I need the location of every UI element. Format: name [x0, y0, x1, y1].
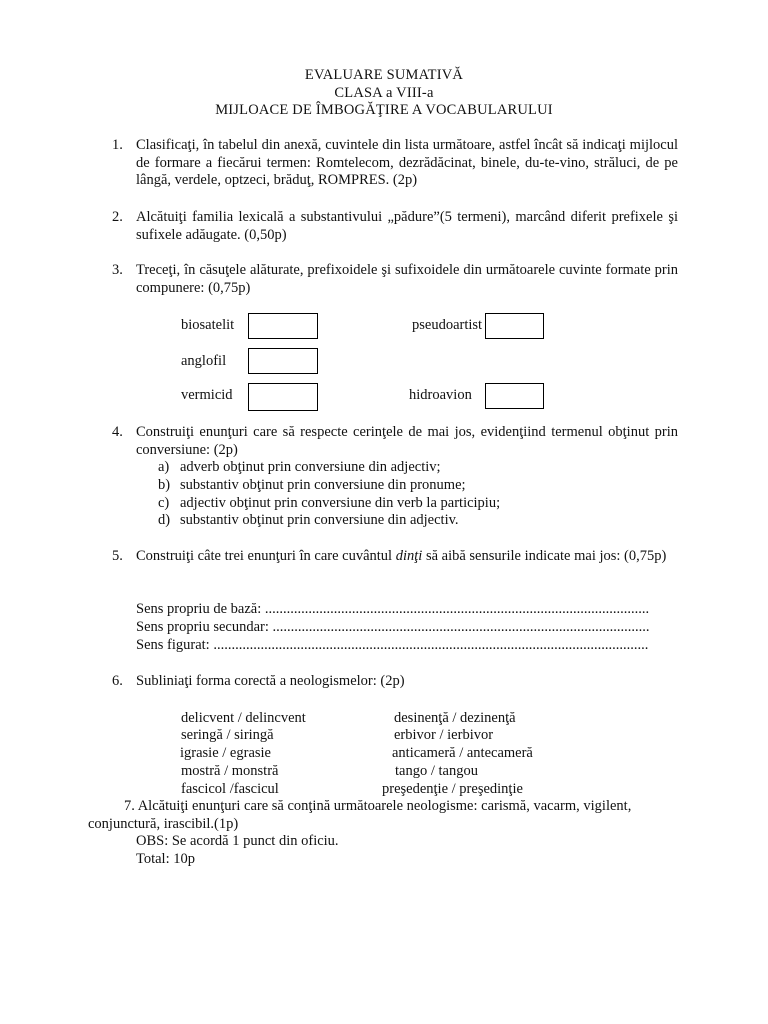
neologism-pair[interactable]: fascicol /fascicul	[181, 781, 279, 797]
sense-secondary-line[interactable]: Sens propriu secundar: ........................................................................................................	[136, 619, 650, 635]
question-3-text: Treceţi, în căsuţele alăturate, prefixoidele şi sufixoidele din următoarele cuvinte formate prin compunere: (0,75p)	[136, 262, 678, 296]
question-4-item-c	[158, 495, 500, 513]
question-5-text-end: să aibă sensurile indicate mai jos: (0,75p)	[422, 548, 667, 564]
neologism-pair[interactable]: delicvent / delincvent	[181, 710, 306, 726]
title-topic: MIJLOACE DE ÎMBOGĂŢIRE A VOCABULARULUI	[215, 102, 553, 118]
item-letter: c)	[158, 495, 170, 511]
question-2-text: Alcătuiţi familia lexicală a substantivului „pădure”(5 termeni), marcând diferit prefixele şi sufixele adăugate. (0,50p)	[136, 209, 678, 243]
question-5-number: 5.	[112, 548, 123, 564]
item-text: adjectiv obţinut prin conversiune din verb la participiu;	[180, 495, 501, 511]
item-letter: d)	[158, 512, 171, 528]
word-anglofil: anglofil	[181, 353, 227, 369]
word-pseudoartist: pseudoartist	[412, 317, 483, 333]
item-text: adverb obţinut prin conversiune din adjectiv;	[180, 459, 441, 475]
title-class: CLASA a VIII-a	[334, 85, 434, 101]
question-1-number: 1.	[112, 137, 123, 153]
neologism-pair[interactable]: mostră / monstră	[181, 763, 279, 779]
question-6	[112, 673, 678, 691]
question-1-text: Clasificaţi, în tabelul din anexă, cuvintele din lista următoare, astfel încât să indicaţi mijlocul de formare a fiecărui termen: Romtelecom, dezrădăcinat, binele, du-te-vino, străluci, de pe lângă, verdele, optzeci, brăduţ, ROMPRES. (2p)	[136, 137, 678, 188]
answer-box-biosatelit[interactable]	[248, 313, 318, 339]
sense-basic-line[interactable]: Sens propriu de bază: ..........................................................................................................	[136, 601, 650, 617]
question-7-line-2: conjunctură, irascibil.(1p)	[88, 816, 239, 832]
question-4-text: Construiţi enunţuri care să respecte cerinţele de mai jos, evidenţiind termenul obţinut prin conversiune: (2p)	[136, 424, 678, 458]
keyword-dinti: dinţi	[395, 548, 423, 564]
neologism-pair[interactable]: erbivor / ierbivor	[394, 727, 494, 743]
question-2-number: 2.	[112, 209, 123, 225]
question-3	[112, 262, 678, 297]
question-4	[112, 424, 678, 459]
neologism-pair[interactable]: desinenţă / dezinenţă	[394, 710, 516, 726]
question-4-item-d	[158, 512, 459, 530]
question-2	[112, 209, 678, 244]
question-5-text	[136, 548, 678, 566]
question-4-item-b	[158, 477, 466, 495]
sense-figurative-line[interactable]: Sens figurat: ........................................................................................................................	[136, 637, 649, 653]
question-1	[112, 137, 678, 190]
item-letter: b)	[158, 477, 171, 493]
answer-box-pseudoartist[interactable]	[485, 313, 544, 339]
neologism-pair[interactable]: seringă / siringă	[181, 727, 274, 743]
neologism-pair[interactable]: tango / tangou	[395, 763, 478, 779]
question-6-text: Subliniaţi forma corectă a neologismelor: (2p)	[136, 673, 405, 689]
title-evaluation: EVALUARE SUMATIVĂ	[304, 67, 464, 83]
item-letter: a)	[158, 459, 170, 475]
word-biosatelit: biosatelit	[181, 317, 235, 333]
question-5-text-start: Construiţi câte trei enunţuri în care cuvântul	[136, 548, 396, 564]
question-6-number: 6.	[112, 673, 123, 689]
question-4-item-a	[158, 459, 441, 477]
answer-box-vermicid[interactable]	[248, 383, 318, 411]
obs-note: OBS: Se acordă 1 punct din oficiu.	[136, 833, 339, 849]
question-4-number: 4.	[112, 424, 123, 440]
neologism-pair[interactable]: igrasie / egrasie	[180, 745, 271, 761]
word-hidroavion: hidroavion	[409, 387, 472, 403]
answer-box-hidroavion[interactable]	[485, 383, 544, 409]
item-text: substantiv obţinut prin conversiune din adjectiv.	[180, 512, 459, 528]
question-3-number: 3.	[112, 262, 123, 278]
question-5	[112, 548, 678, 566]
neologism-pair[interactable]: anticameră / antecameră	[392, 745, 533, 761]
item-text: substantiv obţinut prin conversiune din pronume;	[180, 477, 466, 493]
word-vermicid: vermicid	[181, 387, 233, 403]
answer-box-anglofil[interactable]	[248, 348, 318, 374]
question-7-line-1: 7. Alcătuiţi enunţuri care să conţină următoarele neologisme: carismă, vacarm, vigilent,	[124, 798, 632, 814]
neologism-pair[interactable]: preşedenţie / preşedinţie	[382, 781, 523, 797]
total-score: Total: 10p	[136, 851, 195, 867]
